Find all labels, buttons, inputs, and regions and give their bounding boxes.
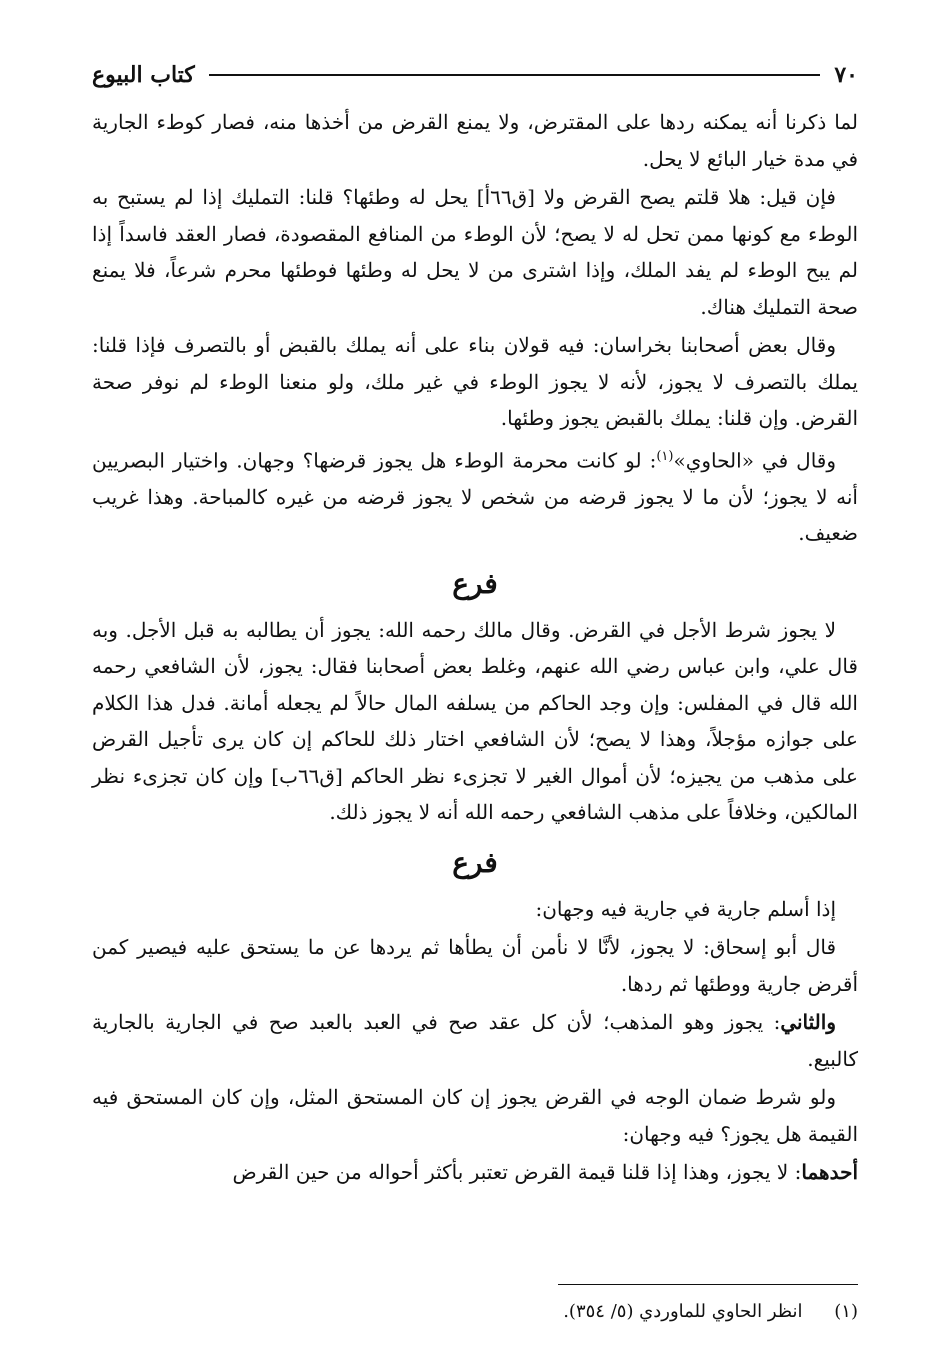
page-number: ٧٠ (834, 62, 858, 88)
bold-term: والثاني (780, 1010, 836, 1035)
paragraph-text: : لا يجوز، وهذا إذا قلنا قيمة القرض تعتبر بأكثر أحواله من حين القرض (232, 1160, 802, 1185)
main-text (92, 104, 858, 1193)
footnote (92, 1298, 858, 1326)
paragraph: فإن قيل: هلا قلتم يصح القرض ولا [ق٦٦أ] يحل له وطئها؟ قلنا: التمليك إذا لم يستبح به الوطء مع كونها ممن تحل له لا يصح؛ لأن الوطء من المنافع المقصودة، فصار العقد فاسداً إذا لم يبح الوطء لم يفد الملك، وإذا اشترى من لا يحل له وطئها فوطئها محرم شرعاً، فلا يمنع صحة التمليك هناك. (92, 185, 858, 319)
paragraph: لما ذكرنا أنه يمكنه ردها على المقترض، ولا يمنع القرض من أخذها منه، فصار كوطء الجارية في مدة خيار البائع لا يحل. (92, 110, 858, 171)
running-header (92, 58, 858, 92)
section-heading: فرع (452, 845, 498, 879)
section-heading: فرع (452, 566, 498, 600)
header-rule (209, 74, 821, 76)
paragraph-text: وقال في «الحاوي» (673, 448, 837, 473)
bold-term: أحدهما (801, 1160, 858, 1185)
paragraph: ولو شرط ضمان الوجه في القرض يجوز إن كان المستحق المثل، وإن كان المستحق فيه القيمة هل يجوز؟ فيه وجهان: (92, 1085, 858, 1146)
paragraph: وقال بعض أصحابنا بخراسان: فيه قولان بناء على أنه يملك بالقبض أو بالتصرف فإذا قلنا: يملك بالتصرف لا يجوز، لأنه لا يجوز الوطء في غير ملك، ولو منعنا الوطء لم نوفر صحة القرض. وإن قلنا: يملك بالقبض يجوز وطئها. (92, 333, 858, 430)
book-title: كتاب البيوع (92, 62, 195, 88)
paragraph (92, 1154, 858, 1191)
footnote-reference: (١) (656, 448, 674, 464)
paragraph: إذا أسلم جارية في جارية فيه وجهان: (535, 896, 836, 921)
paragraph: قال أبو إسحاق: لا يجوز، لأنَّا لا نأمن أن يطأها ثم يردها عن ما يستحق عليه فيصير كمن أقرض جارية ووطئها ثم ردها. (92, 935, 858, 996)
paragraph-text: : لو كانت محرمة الوطء هل يجوز قرضها؟ وجهان. واختيار البصريين أنه لا يجوز؛ لأن ما لا يجوز قرضه من شخص لا يجوز قرضه من غيره كالمباحة. وهذا غريب ضعيف. (92, 448, 858, 546)
paragraph (92, 439, 858, 552)
footnote-text: انظر الحاوي للماوردي (٥/ ٣٥٤). (563, 1301, 803, 1322)
footnote-separator (558, 1284, 858, 1285)
footnote-number: (١) (834, 1301, 858, 1322)
paragraph-text: : يجوز وهو المذهب؛ لأن كل عقد صح في العبد بالعبد صح في الجارية بالجارية كالبيع. (92, 1010, 858, 1071)
paragraph (92, 1004, 858, 1077)
paragraph: لا يجوز شرط الأجل في القرض. وقال مالك رحمه الله: يجوز أن يطالبه به قبل الأجل. وبه قال علي، وابن عباس رضي الله عنهم، وغلط بعض أصحابنا فقال: يجوز، لأن الشافعي رحمه الله قال في المفلس: وإن وجد الحاكم من يسلفه المال حالاً لم يجعله أمانة. فدل هذا الكلام على جوازه مؤجلاً، وهذا لا يصح؛ لأن الشافعي اختار ذلك للحاكم إن كان يرى تأجيل القرض على مذهب من يجيزه؛ لأن أموال الغير لا تجزىء نظر الحاكم [ق٦٦ب] وإن كان تجزىء نظر المالكين، وخلافاً على مذهب الشافعي رحمه الله أنه لا يجوز ذلك. (92, 617, 858, 825)
